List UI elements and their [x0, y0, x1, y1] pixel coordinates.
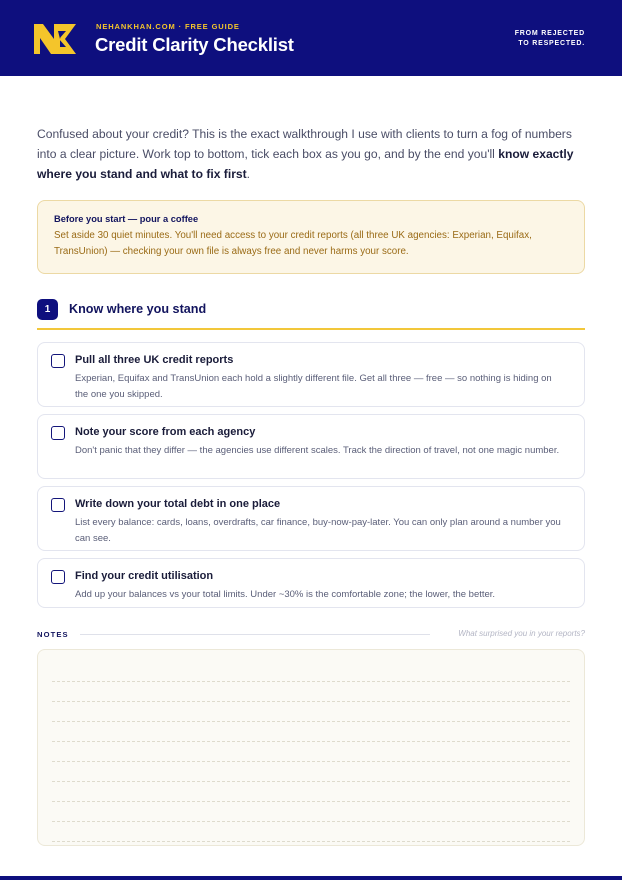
checklist-item-desc: Don't panic that they differ — the agencies use different scales. Track the direction of travel, not one magic number.: [75, 445, 560, 456]
note-line: [52, 721, 570, 722]
intro-paragraph: [37, 124, 585, 184]
checklist-item: [37, 486, 585, 551]
checklist-item-desc: Experian, Equifax and TransUnion each hold a slightly different file. Get all three — free — so nothing is hiding on the one you skipped.: [75, 373, 552, 400]
section-number-badge: 1: [37, 299, 58, 320]
note-line: [52, 761, 570, 762]
note-line: [52, 701, 570, 702]
checklist-checkbox[interactable]: [51, 570, 65, 584]
note-line: [52, 781, 570, 782]
note-line: [52, 821, 570, 822]
checklist-item-title: Find your credit utilisation: [75, 570, 214, 582]
page-header: [0, 0, 622, 76]
notes-divider: [80, 634, 430, 635]
section-title: Know where you stand: [69, 302, 207, 316]
checklist-item-title: Write down your total debt in one place: [75, 498, 281, 510]
checklist-item: [37, 558, 585, 608]
note-line: [52, 681, 570, 682]
section-header: [37, 299, 585, 330]
note-line: [52, 801, 570, 802]
callout-title: Before you start — pour a coffee: [54, 214, 199, 224]
checklist-item-desc: Add up your balances vs your total limits. Under ~30% is the comfortable zone; the lower, the better.: [75, 589, 496, 600]
callout-body: Set aside 30 quiet minutes. You'll need access to your credit reports (all three UK agencies: Experian, Equifax, TransUnion) — checking your own file is always free and never harms your score.: [54, 230, 532, 257]
intro-emphasis: know exactly where you stand and what to fix first: [37, 147, 574, 181]
intro-text: Confused about your credit? This is the exact walkthrough I use with clients to turn a fog of numbers into a clear picture. Work top to bottom, tick each box as you go, and by the end you'll: [37, 127, 572, 161]
checklist-item: [37, 414, 585, 479]
checklist-item: [37, 342, 585, 407]
checklist-checkbox[interactable]: [51, 498, 65, 512]
intro-end: .: [246, 167, 251, 181]
checklist-checkbox[interactable]: [51, 354, 65, 368]
note-line: [52, 841, 570, 842]
nk-logo-icon: [32, 22, 78, 56]
header-tagline: [515, 29, 585, 49]
header-eyebrow: NEHANKHAN.COM · FREE GUIDE: [96, 22, 240, 31]
checklist-checkbox[interactable]: [51, 426, 65, 440]
page-footer-bar: [0, 876, 622, 880]
checklist-item-desc: List every balance: cards, loans, overdrafts, car finance, buy-now-pay-later. You can only plan around a number you can see.: [75, 517, 561, 544]
notes-writing-area[interactable]: [37, 649, 585, 846]
checklist-item-title: Pull all three UK credit reports: [75, 354, 234, 366]
tagline-line-1: FROM REJECTED: [514, 30, 585, 37]
page-title: Credit Clarity Checklist: [95, 34, 294, 55]
notes-label: NOTES: [37, 630, 69, 639]
tagline-line-2: TO RESPECTED.: [518, 40, 585, 47]
checklist-item-title: Note your score from each agency: [75, 426, 256, 438]
before-you-start-callout: [37, 200, 585, 274]
note-line: [52, 741, 570, 742]
notes-hint: What surprised you in your reports?: [458, 629, 585, 638]
